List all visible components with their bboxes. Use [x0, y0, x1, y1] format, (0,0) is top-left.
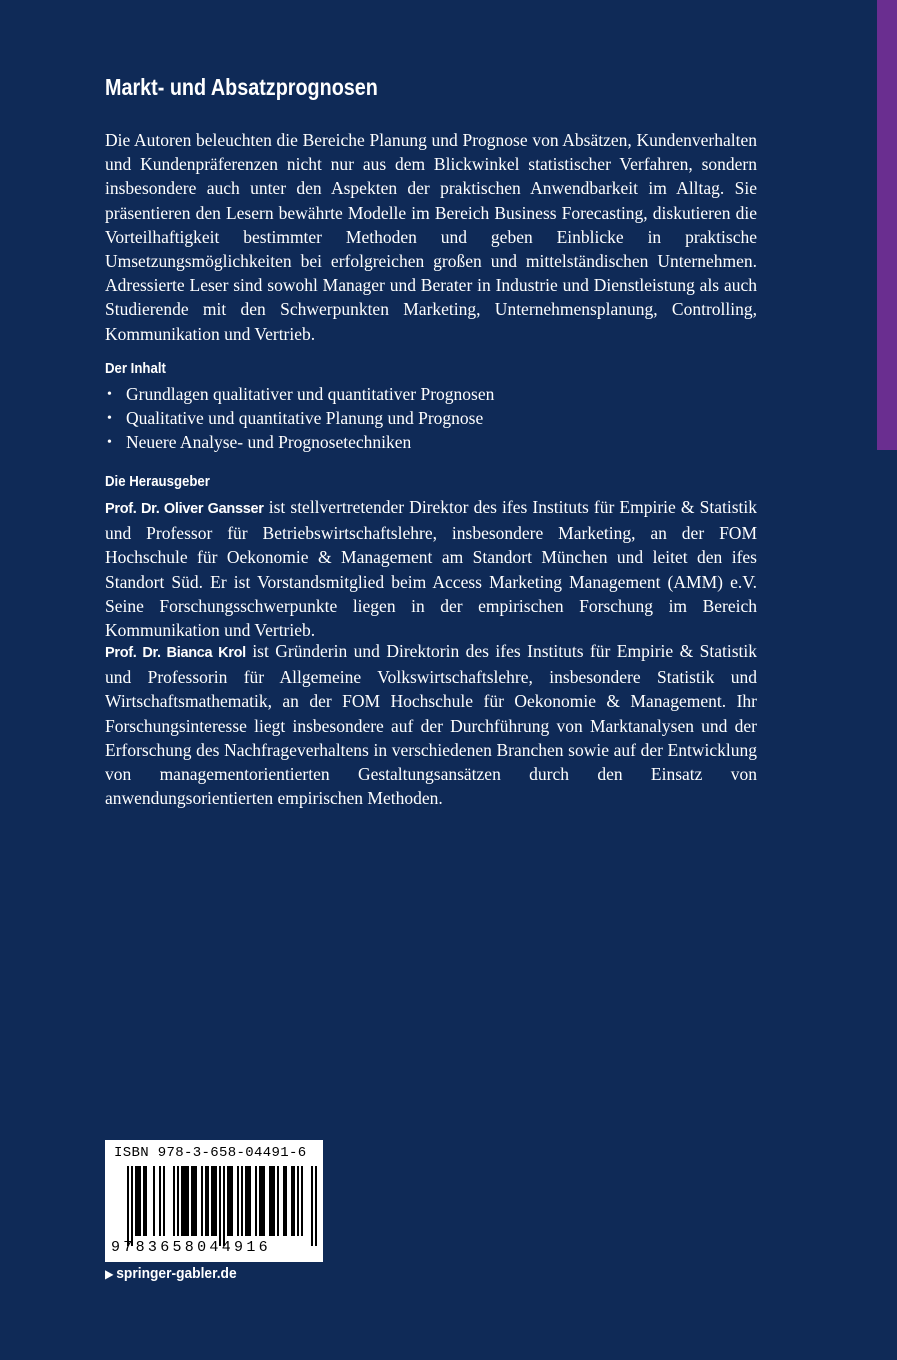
- barcode-bar: [181, 1166, 183, 1236]
- barcode-bar: [245, 1166, 247, 1236]
- list-item-text: Grundlagen qualitativer und quantitativer Prognosen: [126, 384, 495, 404]
- barcode-bar: [259, 1166, 261, 1236]
- barcode-bar: [207, 1166, 209, 1236]
- barcode-bar: [223, 1166, 225, 1246]
- barcode-bar: [271, 1166, 273, 1236]
- barcode-bar: [241, 1166, 243, 1236]
- barcode-bar: [153, 1166, 155, 1236]
- bullet-icon: •: [107, 410, 112, 426]
- barcode-bar: [311, 1166, 313, 1246]
- barcode-bar: [139, 1166, 141, 1236]
- editor-bio-krol: [105, 639, 757, 810]
- editor-bio-text: ist stellvertretender Direktor des ifes Instituts für Empirie & Statistik und Professor für Betriebswirtschaftslehre, insbesondere Marketing, an der FOM Hochschule für Oekonomie & Management am Standort München und leitet den ifes Standort Süd. Er ist Vorstandsmitglied beim Access Marketing Management (AMM) e.V. Seine Forschungsschwerpunkte liegen in der empirischen Forschung im Bereich Kommunikation und Vertrieb.: [105, 497, 758, 641]
- list-item: [105, 407, 494, 431]
- triangle-arrow-icon: ▶: [105, 1267, 114, 1281]
- editor-name: Prof. Dr. Oliver Gansser: [105, 501, 264, 517]
- isbn-label: ISBN 978-3-658-04491-6: [114, 1145, 307, 1161]
- barcode-bar: [211, 1166, 213, 1236]
- accent-strip: [877, 0, 897, 450]
- barcode-bar: [277, 1166, 279, 1236]
- isbn-barcode: [105, 1140, 323, 1262]
- barcode-bar: [187, 1166, 189, 1236]
- barcode-bar: [291, 1166, 293, 1236]
- barcode-bar: [261, 1166, 263, 1236]
- barcode-bar: [269, 1166, 271, 1236]
- website-text: springer-gabler.de: [116, 1265, 237, 1282]
- barcode-bar: [249, 1166, 251, 1236]
- contents-heading: Der Inhalt: [105, 360, 166, 377]
- barcode-bar: [227, 1166, 229, 1236]
- editor-name: Prof. Dr. Bianca Krol: [105, 645, 246, 661]
- list-item-text: Neuere Analyse- und Prognosetechniken: [126, 431, 412, 452]
- editor-bio-text: ist Gründerin und Direktorin des ifes Instituts für Empirie & Statistik und Professorin für Allgemeine Volkswirtschaftslehre, insbesondere Statistik und Wirtschaftsmathematik, an der FOM Hochschule für Oekonomie & Management. Ihr Forschungsinteresse liegt insbesondere auf der Durchführung von Marktanalysen und der Erforschung des Nachfrageverhaltens in verschiedenen Branchen sowie auf der Entwicklung von managementorientierten Gestaltungsansätzen durch den Einsatz von anwendungsorientierten empirischen Methoden.: [105, 641, 757, 809]
- barcode-bar: [191, 1166, 193, 1236]
- barcode-bar: [135, 1166, 137, 1236]
- editor-bio-gansser: [105, 495, 757, 642]
- barcode-bar: [137, 1166, 139, 1236]
- intro-paragraph: Die Autoren beleuchten die Bereiche Planung und Prognose von Absätzen, Kundenverhalten und Kundenpräferenzen nicht nur aus dem Blickwinkel statistischer Verfahren, sondern insbesondere auch unter den Aspekten der praktischen Anwendbarkeit im Alltag. Sie präsentieren den Lesern bewährte Modelle im Bereich Business Forecasting, diskutieren die Vorteilhaftigkeit bestimmter Methoden und geben Einblicke in praktische Umsetzungsmöglichkeiten bei erfolgreichen großen und mittelständischen Unternehmen. Adressierte Leser sind sowohl Manager und Berater in Industrie und Dienstleistung als auch Studierende mit den Schwerpunkten Marketing, Unternehmensplanung, Controlling, Kommunikation und Vertrieb.: [105, 130, 757, 344]
- barcode-bar: [229, 1166, 231, 1236]
- bullet-icon: •: [107, 387, 112, 402]
- barcode-bar: [159, 1166, 161, 1236]
- barcode-bar: [185, 1166, 187, 1236]
- list-item: [105, 383, 494, 407]
- barcode-bar: [183, 1166, 185, 1236]
- publisher-website[interactable]: [105, 1264, 237, 1284]
- barcode-bar: [193, 1166, 195, 1236]
- barcode-bar: [173, 1166, 175, 1236]
- barcode-bar: [201, 1166, 203, 1236]
- ean-digits: 9783658044916: [111, 1239, 271, 1256]
- barcode-bar: [177, 1166, 179, 1236]
- barcode-bar: [273, 1166, 275, 1236]
- barcode-bar: [131, 1166, 133, 1246]
- barcode-bar: [231, 1166, 233, 1236]
- barcode-bar: [143, 1166, 145, 1236]
- barcode-bar: [255, 1166, 257, 1236]
- barcode-bar: [205, 1166, 207, 1236]
- editors-heading: Die Herausgeber: [105, 473, 210, 490]
- barcode-bar: [215, 1166, 217, 1236]
- barcode-bar: [247, 1166, 249, 1236]
- barcode-bar: [219, 1166, 221, 1246]
- barcode-bar: [163, 1166, 165, 1236]
- barcode-bar: [127, 1166, 129, 1246]
- barcode-bar: [195, 1166, 197, 1236]
- barcode-bar: [263, 1166, 265, 1236]
- barcode-bar: [315, 1166, 317, 1246]
- barcode-bar: [285, 1166, 287, 1236]
- contents-list: [105, 383, 494, 454]
- barcode-bar: [145, 1166, 147, 1236]
- barcode-bar: [283, 1166, 285, 1236]
- barcode-bar: [293, 1166, 295, 1236]
- barcode-bar: [301, 1166, 303, 1236]
- list-item-text: Qualitative und quantitative Planung und Prognose: [126, 407, 484, 428]
- bullet-icon: •: [107, 434, 112, 450]
- list-item: [105, 431, 494, 455]
- book-title: Markt- und Absatzprognosen: [105, 74, 378, 100]
- barcode-bar: [213, 1166, 215, 1236]
- barcode-bar: [297, 1166, 299, 1236]
- barcode-bar: [237, 1166, 239, 1236]
